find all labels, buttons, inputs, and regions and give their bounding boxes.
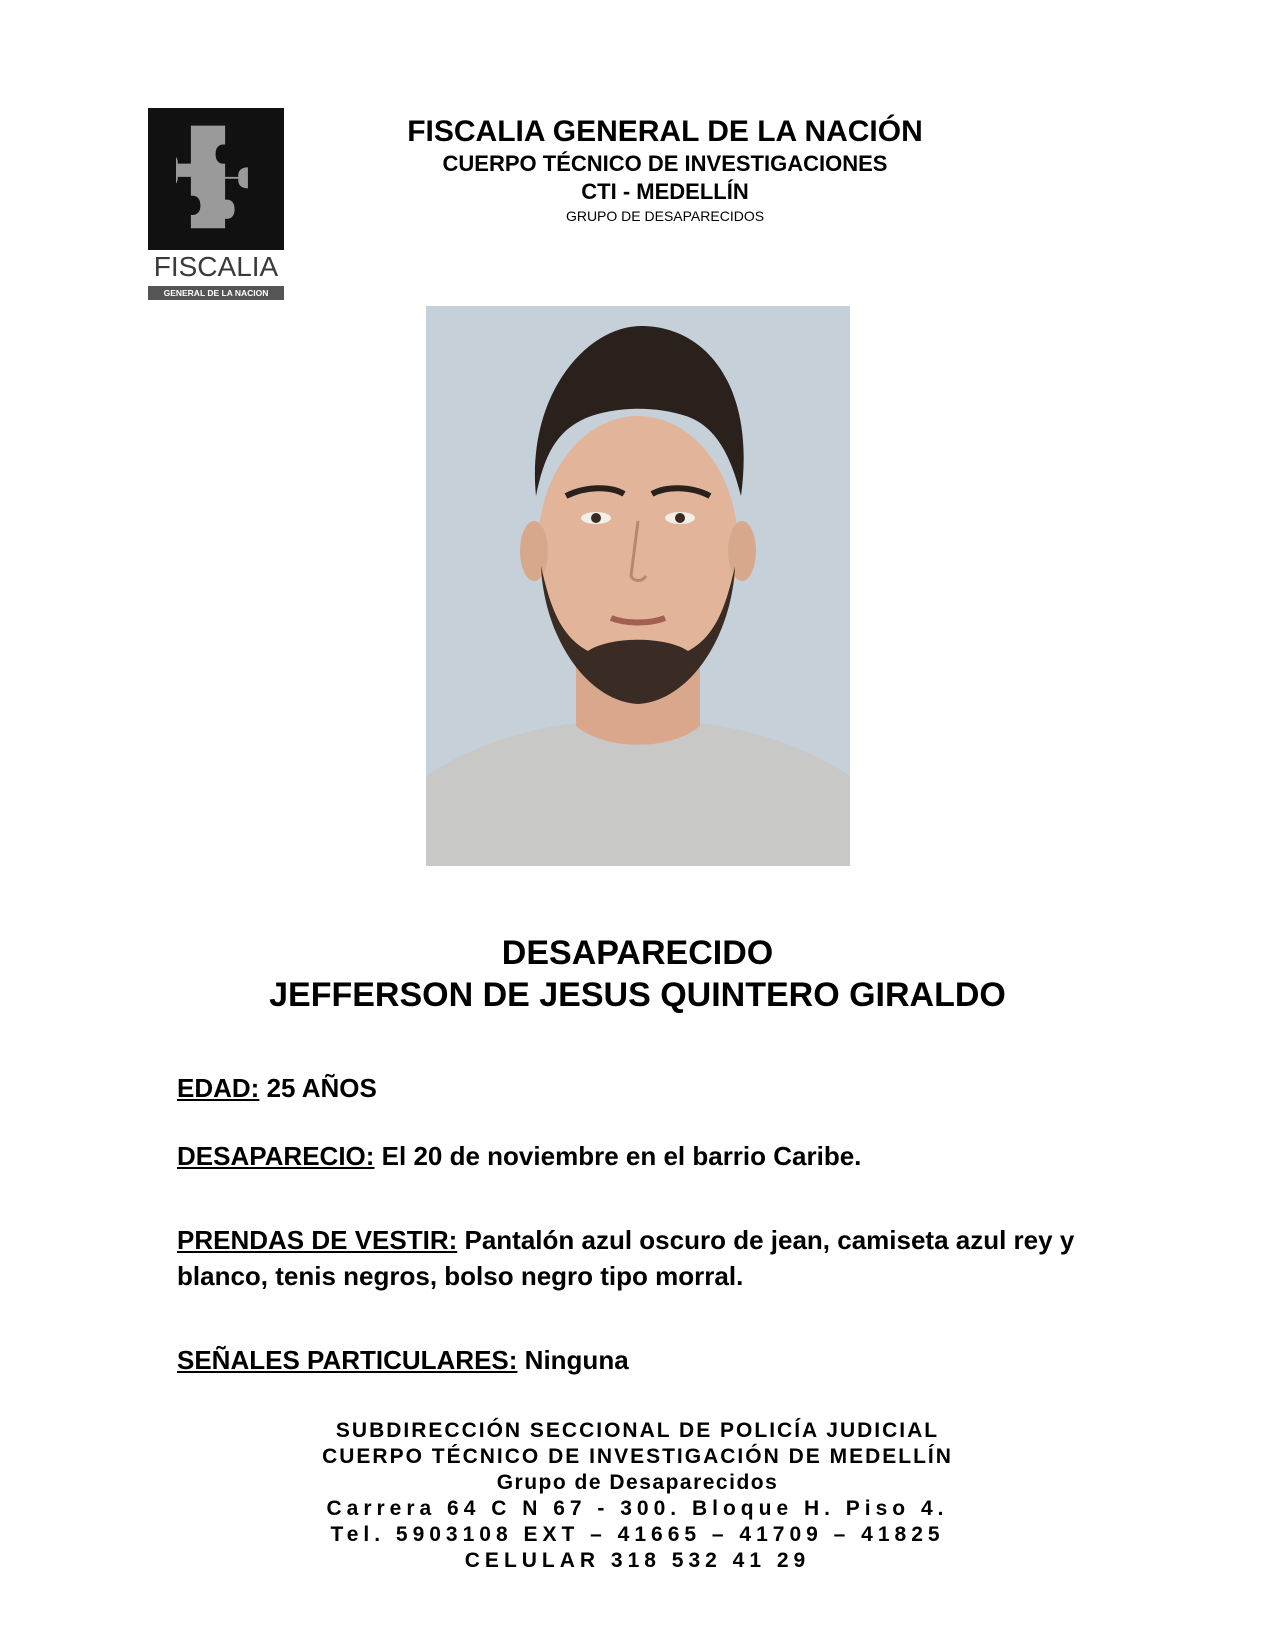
logo-subtitle: GENERAL DE LA NACION (148, 286, 284, 300)
portrait-illustration (426, 306, 850, 866)
puzzle-piece-icon (176, 116, 256, 240)
field-age-value: 25 AÑOS (266, 1073, 377, 1103)
field-disappeared (177, 1138, 1117, 1174)
footer-address: Carrera 64 C N 67 - 300. Bloque H. Piso 4. (326, 1497, 949, 1520)
field-clothing (177, 1222, 1117, 1294)
header-department: CUERPO TÉCNICO DE INVESTIGACIONES (442, 151, 888, 176)
field-disappeared-value: El 20 de noviembre en el barrio Caribe. (381, 1141, 862, 1171)
field-marks (177, 1342, 1117, 1378)
field-clothing-value: Pantalón azul oscuro de jean, camiseta azul rey y blanco, tenis negros, bolso negro tipo morral. (177, 1225, 1075, 1291)
contact-footer (200, 1418, 1075, 1574)
field-disappeared-label: DESAPARECIO: (177, 1141, 375, 1171)
logo-emblem (148, 108, 284, 250)
field-marks-value: Ninguna (524, 1345, 629, 1375)
footer-mobile: CELULAR 318 532 41 29 (464, 1549, 811, 1572)
logo-wordmark: FISCALIA (153, 251, 279, 282)
field-clothing-label: PRENDAS DE VESTIR: (177, 1225, 458, 1255)
footer-phone: Tel. 5903108 EXT – 41665 – 41709 – 41825 (330, 1523, 945, 1546)
field-marks-label: SEÑALES PARTICULARES: (177, 1345, 518, 1375)
document-header (340, 114, 990, 226)
footer-line-1: SUBDIRECCIÓN SECCIONAL DE POLICÍA JUDICIAL (335, 1419, 940, 1442)
status-heading: DESAPARECIDO (501, 934, 774, 972)
person-name: JEFFERSON DE JESUS QUINTERO GIRALDO (269, 976, 1006, 1014)
notice-title (120, 932, 1155, 1016)
footer-line-3: Grupo de Desaparecidos (496, 1471, 779, 1494)
missing-person-photo (426, 306, 850, 866)
field-age-label: EDAD: (177, 1073, 260, 1103)
header-group: GRUPO DE DESAPARECIDOS (565, 208, 765, 224)
field-age (177, 1070, 1117, 1106)
footer-line-2: CUERPO TÉCNICO DE INVESTIGACIÓN DE MEDELLÍN (322, 1445, 953, 1468)
fiscalia-logo (148, 108, 284, 300)
header-unit: CTI - MEDELLÍN (581, 179, 749, 204)
header-agency: FISCALIA GENERAL DE LA NACIÓN (407, 115, 923, 148)
